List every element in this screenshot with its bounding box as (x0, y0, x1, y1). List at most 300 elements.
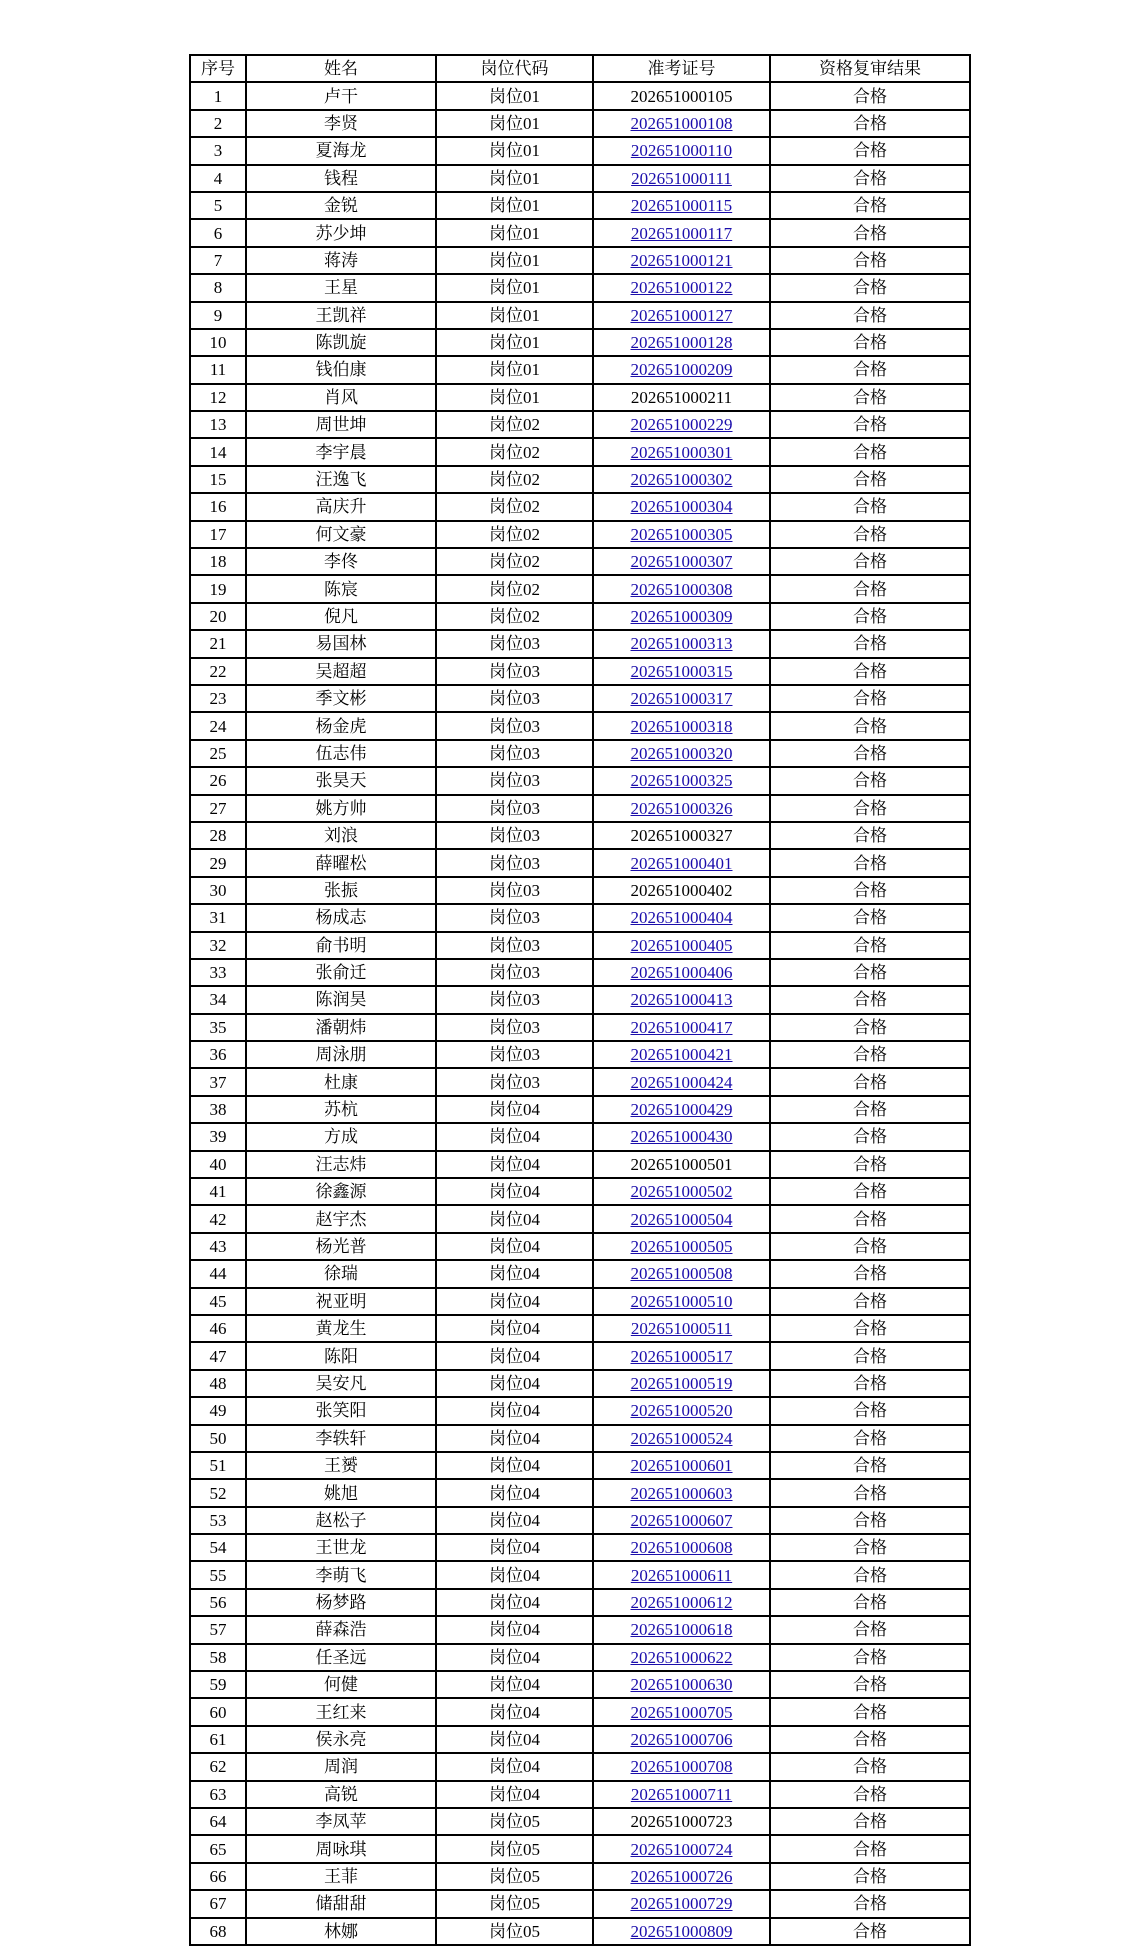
post-code-cell: 岗位04 (436, 1425, 593, 1452)
exam-id-cell (593, 219, 770, 246)
post-code-cell: 岗位03 (436, 849, 593, 876)
exam-id-cell (593, 849, 770, 876)
exam-id-cell (593, 1698, 770, 1725)
exam-id-link[interactable]: 202651000622 (630, 1647, 733, 1667)
serial-cell: 14 (190, 438, 246, 465)
post-code-cell: 岗位02 (436, 521, 593, 548)
exam-id-link[interactable]: 202651000121 (630, 250, 733, 270)
post-code-cell: 岗位03 (436, 1041, 593, 1068)
table-row (190, 1452, 970, 1479)
exam-id-link[interactable]: 202651000705 (630, 1702, 733, 1722)
exam-id-link[interactable]: 202651000128 (630, 333, 733, 353)
name-cell: 周润 (246, 1753, 436, 1780)
serial-cell: 21 (190, 630, 246, 657)
post-code-cell: 岗位05 (436, 1890, 593, 1917)
result-cell: 合格 (770, 740, 970, 767)
result-cell: 合格 (770, 822, 970, 849)
exam-id-link[interactable]: 202651000519 (630, 1373, 733, 1393)
table-row (190, 1644, 970, 1671)
exam-id-link[interactable]: 202651000511 (630, 1319, 733, 1339)
name-cell: 李佟 (246, 548, 436, 575)
result-cell: 合格 (770, 411, 970, 438)
table-row (190, 1863, 970, 1890)
exam-id-link[interactable]: 202651000508 (630, 1264, 733, 1284)
serial-cell: 58 (190, 1644, 246, 1671)
name-cell: 储甜甜 (246, 1890, 436, 1917)
table-row (190, 1479, 970, 1506)
result-cell: 合格 (770, 110, 970, 137)
result-cell: 合格 (770, 438, 970, 465)
result-cell: 合格 (770, 1260, 970, 1287)
serial-cell: 54 (190, 1534, 246, 1561)
exam-id-cell (593, 1835, 770, 1862)
serial-cell: 7 (190, 247, 246, 274)
exam-id-link[interactable]: 202651000313 (630, 634, 733, 654)
table-row (190, 438, 970, 465)
exam-id-cell (593, 959, 770, 986)
exam-id-link[interactable]: 202651000809 (630, 1921, 733, 1941)
result-cell: 合格 (770, 1863, 970, 1890)
name-cell: 王赟 (246, 1452, 436, 1479)
serial-cell: 32 (190, 932, 246, 959)
exam-id-link[interactable]: 202651000502 (630, 1182, 733, 1202)
exam-id-cell (593, 1589, 770, 1616)
result-cell: 合格 (770, 1178, 970, 1205)
name-cell: 姚方帅 (246, 795, 436, 822)
serial-cell: 59 (190, 1671, 246, 1698)
exam-id-link[interactable]: 202651000308 (630, 579, 733, 599)
post-code-cell: 岗位04 (436, 1698, 593, 1725)
result-cell: 合格 (770, 1479, 970, 1506)
serial-cell: 8 (190, 274, 246, 301)
exam-id-cell: 202651000501 (593, 1151, 770, 1178)
exam-id-cell: 202651000105 (593, 82, 770, 109)
post-code-cell: 岗位04 (436, 1397, 593, 1424)
table-row (190, 1041, 970, 1068)
exam-id-cell (593, 274, 770, 301)
result-cell: 合格 (770, 767, 970, 794)
exam-id-link[interactable]: 202651000708 (630, 1757, 733, 1777)
post-code-cell: 岗位02 (436, 603, 593, 630)
result-cell: 合格 (770, 1123, 970, 1150)
name-cell: 汪逸飞 (246, 466, 436, 493)
result-cell: 合格 (770, 1753, 970, 1780)
table-row (190, 82, 970, 109)
exam-id-link[interactable]: 202651000607 (630, 1510, 733, 1530)
post-code-cell: 岗位01 (436, 165, 593, 192)
header-exam-id: 准考证号 (593, 55, 770, 82)
exam-id-link[interactable]: 202651000612 (630, 1593, 733, 1613)
name-cell: 钱伯康 (246, 356, 436, 383)
name-cell: 蒋涛 (246, 247, 436, 274)
post-code-cell: 岗位03 (436, 795, 593, 822)
name-cell: 王星 (246, 274, 436, 301)
table-row (190, 1425, 970, 1452)
serial-cell: 66 (190, 1863, 246, 1890)
post-code-cell: 岗位04 (436, 1534, 593, 1561)
exam-id-link[interactable]: 202651000608 (630, 1538, 733, 1558)
exam-id-cell (593, 1753, 770, 1780)
result-cell: 合格 (770, 1425, 970, 1452)
table-row (190, 1342, 970, 1369)
table-row (190, 1068, 970, 1095)
exam-id-link[interactable]: 202651000127 (630, 305, 733, 325)
exam-id-link[interactable]: 202651000424 (630, 1072, 733, 1092)
name-cell: 杜康 (246, 1068, 436, 1095)
post-code-cell: 岗位01 (436, 82, 593, 109)
post-code-cell: 岗位02 (436, 438, 593, 465)
serial-cell: 29 (190, 849, 246, 876)
table-row (190, 302, 970, 329)
post-code-cell: 岗位03 (436, 904, 593, 931)
result-cell: 合格 (770, 1808, 970, 1835)
exam-id-cell (593, 1096, 770, 1123)
exam-id-link[interactable]: 202651000726 (630, 1866, 733, 1886)
table-row (190, 356, 970, 383)
name-cell: 高锐 (246, 1781, 436, 1808)
header-name: 姓名 (246, 55, 436, 82)
name-cell: 苏少坤 (246, 219, 436, 246)
exam-id-cell (593, 247, 770, 274)
exam-id-link[interactable]: 202651000429 (630, 1100, 733, 1120)
exam-id-cell (593, 466, 770, 493)
table-row (190, 411, 970, 438)
serial-cell: 6 (190, 219, 246, 246)
post-code-cell: 岗位04 (436, 1233, 593, 1260)
exam-id-cell (593, 493, 770, 520)
name-cell: 赵松子 (246, 1507, 436, 1534)
post-code-cell: 岗位03 (436, 712, 593, 739)
name-cell: 姚旭 (246, 1479, 436, 1506)
table-row (190, 1315, 970, 1342)
post-code-cell: 岗位03 (436, 1068, 593, 1095)
exam-id-link[interactable]: 202651000630 (630, 1675, 733, 1695)
post-code-cell: 岗位04 (436, 1123, 593, 1150)
post-code-cell: 岗位01 (436, 192, 593, 219)
exam-id-link[interactable]: 202651000229 (630, 415, 733, 435)
exam-id-cell (593, 1288, 770, 1315)
exam-id-cell (593, 712, 770, 739)
exam-id-cell: 202651000723 (593, 1808, 770, 1835)
exam-id-cell (593, 795, 770, 822)
exam-id-link[interactable]: 202651000505 (630, 1236, 733, 1256)
name-cell: 汪志炜 (246, 1151, 436, 1178)
result-cell: 合格 (770, 932, 970, 959)
exam-id-cell (593, 575, 770, 602)
serial-cell: 1 (190, 82, 246, 109)
name-cell: 吴超超 (246, 658, 436, 685)
result-cell: 合格 (770, 1342, 970, 1369)
post-code-cell: 岗位01 (436, 110, 593, 137)
serial-cell: 37 (190, 1068, 246, 1095)
exam-id-link[interactable]: 202651000517 (630, 1346, 733, 1366)
name-cell: 潘朝炜 (246, 1014, 436, 1041)
post-code-cell: 岗位04 (436, 1342, 593, 1369)
result-cell: 合格 (770, 1370, 970, 1397)
exam-id-link[interactable]: 202651000711 (630, 1784, 733, 1804)
result-cell: 合格 (770, 1233, 970, 1260)
exam-id-cell (593, 1233, 770, 1260)
post-code-cell: 岗位04 (436, 1644, 593, 1671)
post-code-cell: 岗位03 (436, 822, 593, 849)
name-cell: 伍志伟 (246, 740, 436, 767)
exam-id-link[interactable]: 202651000317 (630, 689, 733, 709)
serial-cell: 13 (190, 411, 246, 438)
table-row (190, 1288, 970, 1315)
table-row (190, 1096, 970, 1123)
exam-id-link[interactable]: 202651000209 (630, 360, 733, 380)
result-cell: 合格 (770, 1507, 970, 1534)
table-row (190, 822, 970, 849)
serial-cell: 9 (190, 302, 246, 329)
exam-id-link[interactable]: 202651000111 (631, 168, 732, 188)
exam-id-link[interactable]: 202651000524 (630, 1428, 733, 1448)
result-cell: 合格 (770, 1781, 970, 1808)
exam-id-cell (593, 685, 770, 712)
exam-id-cell (593, 165, 770, 192)
serial-cell: 45 (190, 1288, 246, 1315)
post-code-cell: 岗位03 (436, 1014, 593, 1041)
result-cell: 合格 (770, 1452, 970, 1479)
exam-id-cell (593, 1397, 770, 1424)
table-row (190, 1918, 970, 1945)
exam-id-link[interactable]: 202651000405 (630, 935, 733, 955)
exam-id-cell (593, 1014, 770, 1041)
exam-id-link[interactable]: 202651000724 (630, 1839, 733, 1859)
post-code-cell: 岗位01 (436, 274, 593, 301)
name-cell: 倪凡 (246, 603, 436, 630)
result-cell: 合格 (770, 849, 970, 876)
exam-id-cell (593, 1644, 770, 1671)
post-code-cell: 岗位04 (436, 1452, 593, 1479)
exam-id-link[interactable]: 202651000510 (630, 1291, 733, 1311)
exam-id-link[interactable]: 202651000309 (630, 607, 733, 626)
exam-id-cell (593, 1205, 770, 1232)
serial-cell: 57 (190, 1616, 246, 1643)
name-cell: 方成 (246, 1123, 436, 1150)
exam-id-link[interactable]: 202651000305 (630, 524, 733, 544)
result-cell: 合格 (770, 1890, 970, 1917)
table-body (190, 82, 970, 1945)
result-cell: 合格 (770, 1534, 970, 1561)
post-code-cell: 岗位03 (436, 740, 593, 767)
table-row (190, 877, 970, 904)
exam-id-link[interactable]: 202651000603 (630, 1483, 733, 1503)
exam-id-link[interactable]: 202651000122 (630, 278, 733, 298)
name-cell: 肖风 (246, 384, 436, 411)
serial-cell: 31 (190, 904, 246, 931)
serial-cell: 22 (190, 658, 246, 685)
exam-id-link[interactable]: 202651000110 (630, 141, 733, 161)
result-cell: 合格 (770, 356, 970, 383)
exam-id-cell (593, 932, 770, 959)
exam-id-cell (593, 1123, 770, 1150)
result-cell: 合格 (770, 986, 970, 1013)
table-row (190, 712, 970, 739)
post-code-cell: 岗位03 (436, 986, 593, 1013)
post-code-cell: 岗位03 (436, 959, 593, 986)
exam-id-link[interactable]: 202651000307 (630, 552, 733, 572)
exam-id-cell (593, 603, 770, 630)
exam-id-cell (593, 438, 770, 465)
name-cell: 李凤苹 (246, 1808, 436, 1835)
table-row (190, 904, 970, 931)
exam-id-link[interactable]: 202651000406 (630, 963, 733, 983)
name-cell: 王红来 (246, 1698, 436, 1725)
exam-id-link[interactable]: 202651000601 (630, 1456, 733, 1476)
post-code-cell: 岗位02 (436, 575, 593, 602)
exam-id-cell (593, 356, 770, 383)
serial-cell: 65 (190, 1835, 246, 1862)
table-row (190, 1178, 970, 1205)
exam-id-cell (593, 1315, 770, 1342)
name-cell: 王世龙 (246, 1534, 436, 1561)
exam-id-link[interactable]: 202651000117 (630, 223, 733, 243)
exam-id-link[interactable]: 202651000520 (630, 1401, 733, 1421)
result-cell: 合格 (770, 521, 970, 548)
name-cell: 何健 (246, 1671, 436, 1698)
exam-id-link[interactable]: 202651000421 (630, 1045, 733, 1065)
serial-cell: 55 (190, 1561, 246, 1588)
name-cell: 陈凯旋 (246, 329, 436, 356)
name-cell: 李轶轩 (246, 1425, 436, 1452)
exam-id-link[interactable]: 202651000611 (630, 1565, 733, 1585)
serial-cell: 36 (190, 1041, 246, 1068)
exam-id-cell (593, 1041, 770, 1068)
exam-id-link[interactable]: 202651000413 (630, 990, 733, 1010)
post-code-cell: 岗位04 (436, 1753, 593, 1780)
table-row (190, 1205, 970, 1232)
exam-id-cell (593, 1561, 770, 1588)
post-code-cell: 岗位04 (436, 1151, 593, 1178)
name-cell: 杨金虎 (246, 712, 436, 739)
serial-cell: 15 (190, 466, 246, 493)
result-cell: 合格 (770, 1041, 970, 1068)
exam-id-link[interactable]: 202651000325 (630, 771, 733, 791)
header-serial: 序号 (190, 55, 246, 82)
exam-id-link[interactable]: 202651000115 (630, 196, 733, 216)
post-code-cell: 岗位01 (436, 137, 593, 164)
table-row (190, 1123, 970, 1150)
serial-cell: 27 (190, 795, 246, 822)
exam-id-link[interactable]: 202651000430 (630, 1127, 733, 1147)
result-cell: 合格 (770, 1918, 970, 1945)
post-code-cell: 岗位04 (436, 1479, 593, 1506)
exam-id-cell (593, 1260, 770, 1287)
exam-id-link[interactable]: 202651000302 (630, 470, 733, 490)
name-cell: 徐鑫源 (246, 1178, 436, 1205)
table-row (190, 1151, 970, 1178)
exam-id-link[interactable]: 202651000706 (630, 1730, 733, 1750)
result-cell: 合格 (770, 274, 970, 301)
result-cell: 合格 (770, 82, 970, 109)
name-cell: 季文彬 (246, 685, 436, 712)
serial-cell: 34 (190, 986, 246, 1013)
exam-id-cell: 202651000327 (593, 822, 770, 849)
table-row (190, 932, 970, 959)
serial-cell: 40 (190, 1151, 246, 1178)
table-row (190, 548, 970, 575)
serial-cell: 28 (190, 822, 246, 849)
name-cell: 张笑阳 (246, 1397, 436, 1424)
exam-id-link[interactable]: 202651000301 (630, 442, 733, 462)
name-cell: 赵宇杰 (246, 1205, 436, 1232)
post-code-cell: 岗位04 (436, 1561, 593, 1588)
result-cell: 合格 (770, 384, 970, 411)
serial-cell: 5 (190, 192, 246, 219)
exam-id-link[interactable]: 202651000729 (630, 1894, 733, 1914)
exam-id-cell (593, 1452, 770, 1479)
name-cell: 钱程 (246, 165, 436, 192)
post-code-cell: 岗位03 (436, 658, 593, 685)
table-row (190, 493, 970, 520)
exam-id-link[interactable]: 202651000618 (630, 1620, 733, 1640)
serial-cell: 16 (190, 493, 246, 520)
result-cell: 合格 (770, 877, 970, 904)
post-code-cell: 岗位04 (436, 1370, 593, 1397)
exam-id-link[interactable]: 202651000304 (630, 497, 733, 517)
exam-id-cell (593, 1479, 770, 1506)
table-row (190, 603, 970, 630)
header-review-result: 资格复审结果 (770, 55, 970, 82)
exam-id-link[interactable]: 202651000504 (630, 1209, 733, 1229)
exam-id-link[interactable]: 202651000326 (630, 798, 733, 818)
name-cell: 李贤 (246, 110, 436, 137)
name-cell: 李萌飞 (246, 1561, 436, 1588)
post-code-cell: 岗位03 (436, 932, 593, 959)
name-cell: 徐瑞 (246, 1260, 436, 1287)
post-code-cell: 岗位03 (436, 877, 593, 904)
serial-cell: 56 (190, 1589, 246, 1616)
exam-id-cell (593, 904, 770, 931)
result-cell: 合格 (770, 1288, 970, 1315)
exam-id-link[interactable]: 202651000320 (630, 743, 733, 763)
table-row (190, 1781, 970, 1808)
serial-cell: 67 (190, 1890, 246, 1917)
table-row (190, 740, 970, 767)
exam-id-link[interactable]: 202651000318 (630, 716, 733, 736)
exam-id-cell (593, 1918, 770, 1945)
exam-id-cell (593, 1671, 770, 1698)
name-cell: 金锐 (246, 192, 436, 219)
table-row (190, 1014, 970, 1041)
name-cell: 侯永亮 (246, 1726, 436, 1753)
serial-cell: 60 (190, 1698, 246, 1725)
exam-id-link[interactable]: 202651000417 (630, 1017, 733, 1037)
result-cell: 合格 (770, 466, 970, 493)
exam-id-link[interactable]: 202651000401 (630, 853, 733, 873)
serial-cell: 49 (190, 1397, 246, 1424)
exam-id-link[interactable]: 202651000108 (630, 113, 733, 133)
exam-id-cell (593, 1616, 770, 1643)
table-row (190, 630, 970, 657)
result-cell: 合格 (770, 302, 970, 329)
table-row (190, 1370, 970, 1397)
name-cell: 易国林 (246, 630, 436, 657)
post-code-cell: 岗位01 (436, 302, 593, 329)
exam-id-link[interactable]: 202651000315 (630, 661, 733, 681)
name-cell: 周世坤 (246, 411, 436, 438)
post-code-cell: 岗位04 (436, 1096, 593, 1123)
serial-cell: 24 (190, 712, 246, 739)
post-code-cell: 岗位01 (436, 219, 593, 246)
table-row (190, 1753, 970, 1780)
name-cell: 陈润昊 (246, 986, 436, 1013)
exam-id-link[interactable]: 202651000404 (630, 908, 733, 928)
serial-cell: 48 (190, 1370, 246, 1397)
name-cell: 杨梦路 (246, 1589, 436, 1616)
name-cell: 苏杭 (246, 1096, 436, 1123)
